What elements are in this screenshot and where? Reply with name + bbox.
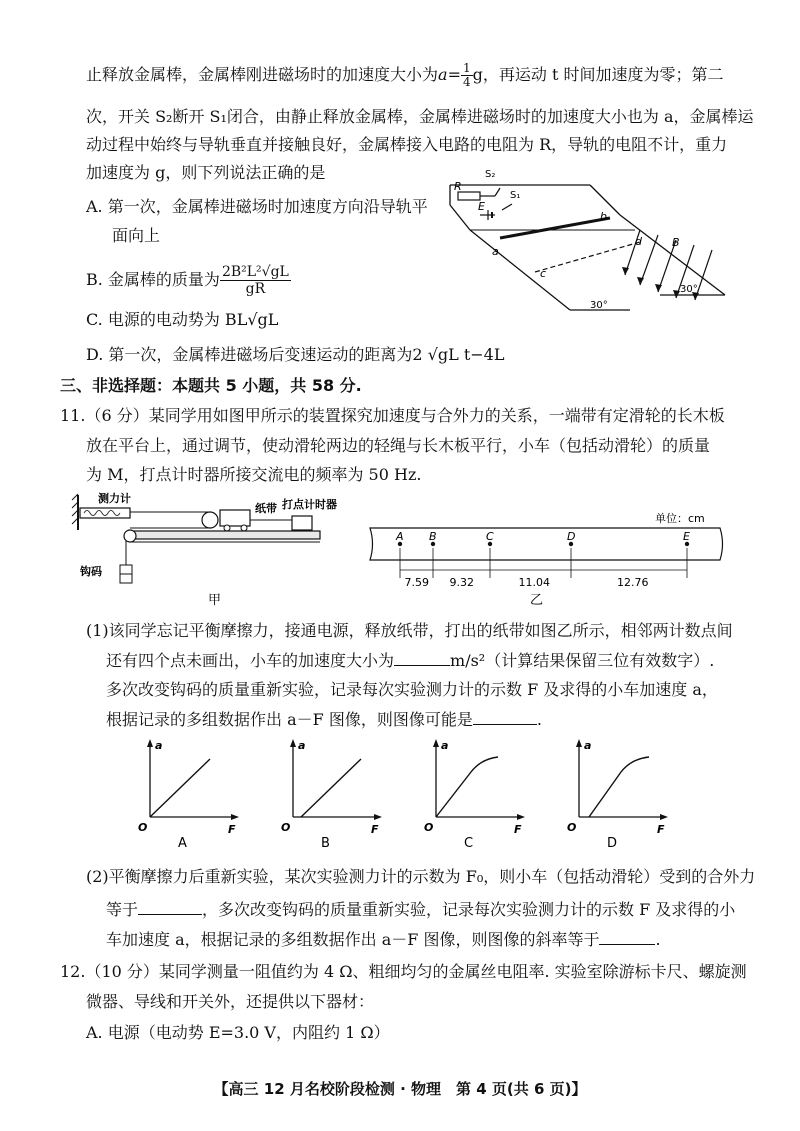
label-tape: 纸带 xyxy=(255,502,277,515)
svg-text:F: F xyxy=(371,823,379,836)
tape-point-label-C: C xyxy=(486,530,494,543)
q10-line2: 次，开关 S₂断开 S₁闭合，由静止释放金属棒，金属棒进磁场时的加速度大小也为 a，金属棒运 xyxy=(86,107,754,126)
graph-curve-D xyxy=(589,757,649,817)
q11-line3: 为 M，打点计时器所接交流电的频率为 50 Hz. xyxy=(86,465,422,484)
resistor-symbol xyxy=(458,192,480,200)
svg-text:a: a xyxy=(298,739,306,752)
distance-label-2: 11.04 xyxy=(518,576,550,589)
q11-p1-line1: (1)该同学忘记平衡摩擦力，接通电源，释放纸带，打出的纸带如图乙所示，相邻两计数点间 xyxy=(86,621,733,640)
svg-text:O: O xyxy=(424,821,434,834)
graph-curve-A xyxy=(150,759,210,817)
a-F-graphs xyxy=(130,735,670,850)
q11-line2: 放在平台上，通过调节，使动滑轮两边的轻绳与长木板平行，小车（包括动滑轮）的质量 xyxy=(86,436,711,455)
movable-pulley xyxy=(202,512,218,528)
graph-curve-B xyxy=(301,759,361,817)
label-weight: 钩码 xyxy=(80,565,102,578)
q11-p2-line3: 车加速度 a，根据记录的多组数据作出 a－F 图像，则图像的斜率等于 . xyxy=(106,930,661,949)
label-S2: S₂ xyxy=(485,169,496,180)
svg-text:C: C xyxy=(464,836,474,850)
q11-p2-line2: 等于 ，多次改变钩码的质量重新实验，记录每次实验测力计的示数 F 及求得的小 xyxy=(106,900,736,919)
q10-line1: 止释放金属棒，金属棒刚进磁场时的加速度大小为a= $\frac{1}{4}$ g，再运动 t 时间加速度为零；第二 xyxy=(86,61,724,89)
svg-text:A: A xyxy=(178,836,187,850)
page-footer: 【高三 12 月名校阶段检测 · 物理 第 4 页(共 6 页)】 xyxy=(213,1080,587,1098)
q12-line1: 12.（10 分）某同学测量一阻值约为 4 Ω、粗细均匀的金属丝电阻率. 实验室除游标卡尺、螺旋测 xyxy=(60,962,747,981)
cart xyxy=(220,510,250,526)
q10-option-b: B. 金属棒的质量为 $\frac{\text{2B²L²√gL}}{gR}$ xyxy=(86,264,289,297)
svg-text:O: O xyxy=(138,821,148,834)
caption-jia: 甲 xyxy=(208,593,222,608)
tape-point-label-A: A xyxy=(396,530,404,543)
svg-text:O: O xyxy=(281,821,291,834)
tape-point-label-D: D xyxy=(567,530,576,543)
svg-text:F: F xyxy=(514,823,522,836)
apparatus-figure xyxy=(70,490,360,610)
long-board xyxy=(130,531,320,539)
distance-label-1: 9.32 xyxy=(449,576,474,589)
q12-line3: A. 电源（电动势 E=3.0 V，内阻约 1 Ω） xyxy=(86,1023,390,1042)
label-a: a xyxy=(492,245,499,258)
mass-fraction: $\frac{\text{2B²L²√gL}}{gR}$ xyxy=(221,264,289,297)
label-force-meter: 测力计 xyxy=(98,492,131,505)
tape-point-label-B: B xyxy=(429,530,437,543)
graph-A xyxy=(138,739,239,850)
label-B: B xyxy=(672,236,680,249)
label-d: d xyxy=(635,235,642,248)
q11-p2-line1: (2)平衡摩擦力后重新实验，某次实验测力计的示数为 F₀，则小车（包括动滑轮）受到的合外力 xyxy=(86,867,756,886)
switch-s2 xyxy=(495,188,500,196)
angle-label-left: 30° xyxy=(590,300,608,311)
fraction-one-quarter: $\frac{1}{4}$ xyxy=(462,61,471,89)
switch-s1 xyxy=(502,204,512,210)
q10-line4: 加速度为 g，则下列说法正确的是 xyxy=(86,163,326,182)
q10-option-c: C. 电源的电动势为 BL√gL xyxy=(86,310,279,329)
label-c: c xyxy=(540,267,547,280)
svg-text:a: a xyxy=(155,739,163,752)
paper-tape-figure xyxy=(365,508,735,608)
q11-p1-line2: 还有四个点未画出，小车的加速度大小为 m/s²（计算结果保留三位有效数字）. xyxy=(106,651,715,670)
hook-weight xyxy=(120,565,132,574)
svg-text:D: D xyxy=(607,836,618,850)
answer-blank-net-force[interactable] xyxy=(138,898,202,915)
svg-text:O: O xyxy=(567,821,577,834)
graph-C xyxy=(424,739,525,850)
q10-option-a-line1: A. 第一次，金属棒进磁场时加速度方向沿导轨平 xyxy=(86,197,428,216)
graph-curve-C xyxy=(436,757,498,817)
graph-D xyxy=(567,739,668,850)
section-3-heading: 三、非选择题：本题共 5 小题，共 58 分. xyxy=(60,376,362,395)
answer-blank-slope[interactable] xyxy=(599,928,655,945)
q10-line3: 动过程中始终与导轨垂直并接触良好，金属棒接入电路的电阻为 R，导轨的电阻不计，重力 xyxy=(86,135,728,154)
q11-p1-line3: 多次改变钩码的质量重新实验，记录每次实验测力计的示数 F 及求得的小车加速度 a， xyxy=(106,680,718,699)
caption-yi: 乙 xyxy=(530,593,544,608)
svg-text:a: a xyxy=(584,739,592,752)
svg-text:F: F xyxy=(228,823,236,836)
force-meter xyxy=(80,508,130,518)
svg-text:a: a xyxy=(441,739,449,752)
angle-label-right: 30° xyxy=(680,284,698,295)
label-S1: S₁ xyxy=(510,190,521,201)
unit-label: 单位：cm xyxy=(655,512,705,525)
graph-B xyxy=(281,739,382,850)
rail-circuit-figure xyxy=(440,160,730,320)
label-R: R xyxy=(454,180,462,193)
label-timer: 打点计时器 xyxy=(282,498,337,511)
label-E: E xyxy=(478,200,485,213)
label-b: b xyxy=(600,210,607,223)
tape-point-label-E: E xyxy=(683,530,690,543)
q11-p1-line4: 根据记录的多组数据作出 a－F 图像，则图像可能是 . xyxy=(106,710,542,729)
distance-label-3: 12.76 xyxy=(617,576,649,589)
tape-strip xyxy=(370,528,723,560)
metal-rod xyxy=(500,218,610,238)
q11-line1: 11.（6 分）某同学用如图甲所示的装置探究加速度与合外力的关系，一端带有定滑轮的长木板 xyxy=(60,406,725,425)
svg-text:B: B xyxy=(321,836,330,850)
ticker-timer xyxy=(292,516,312,530)
q12-line2: 微器、导线和开关外，还提供以下器材： xyxy=(86,992,375,1011)
svg-text:F: F xyxy=(657,823,665,836)
answer-blank-acceleration[interactable] xyxy=(394,649,450,666)
answer-blank-graph[interactable] xyxy=(473,708,537,725)
q10-option-a-line2: 面向上 xyxy=(112,226,161,245)
distance-label-0: 7.59 xyxy=(404,576,429,589)
q10-option-d: D. 第一次，金属棒进磁场后变速运动的距离为2 √gL t−4L xyxy=(86,345,505,364)
